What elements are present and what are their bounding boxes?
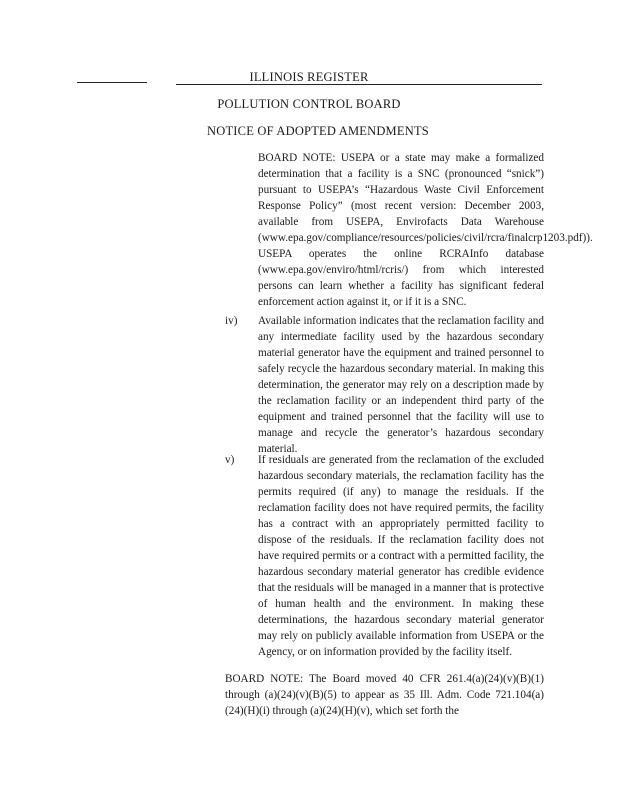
board-note-2-paragraph: BOARD NOTE: The Board moved 40 CFR 261.4(a)(24)(v)(B)(1) through (a)(24)(v)(B)(5) to appear as 35 Ill. Adm. Code 721.104(a)(24)(H)(i) through (a)(24)(H)(v), which set forth the: [225, 673, 544, 717]
item-iv-paragraph: Available information indicates that the reclamation facility and any intermediate facility used by the hazardous secondary material generator have the equipment and trained personnel to safely recycle the hazardous secondary material. In making this determination, the generator may rely on a description made by the reclamation facility or an independent third party of the equipment and trained personnel that the facility will use to manage and recycle the generator’s hazardous secondary material.: [258, 315, 544, 455]
item-v-label: v): [225, 454, 235, 466]
board-note-paragraph: BOARD NOTE: USEPA or a state may make a formalized determination that a facility is a SNC (pronounced “snick”) pursuant to USEPA’s “Hazardous Waste Civil Enforcement Response Policy” (most recent version: December 2003, available from USEPA, Envirofacts Data Warehouse (www.epa.gov/compliance/resources/policies/civil/rcra/finalcrp1203.pdf)). USEPA operates the online RCRAInfo database (www.epa.gov/enviro/html/rcris/) from which interested persons can learn whether a facility has significant federal enforcement action against it, or if it is a SNC.: [258, 152, 593, 308]
agency-title: POLLUTION CONTROL BOARD: [217, 97, 401, 111]
item-iv-label: iv): [225, 315, 238, 327]
notice-title: NOTICE OF ADOPTED AMENDMENTS: [207, 124, 429, 138]
register-title: ILLINOIS REGISTER: [249, 70, 369, 84]
item-v-paragraph: If residuals are generated from the reclamation of the excluded hazardous secondary materials, the reclamation facility has the permits required (if any) to manage the residuals. If the reclamation facility does not have required permits, the facility has a contract with an appropriately permitted facility to dispose of the residuals. If the reclamation facility does not have required permits or a contract with a permitted facility, the hazardous secondary material generator has credible evidence that the residuals will be managed in a manner that is protective of human health and the environment. In making these determinations, the hazardous secondary material generator may rely on publicly available information from USEPA or the Agency, or on information provided by the facility itself.: [258, 454, 544, 658]
